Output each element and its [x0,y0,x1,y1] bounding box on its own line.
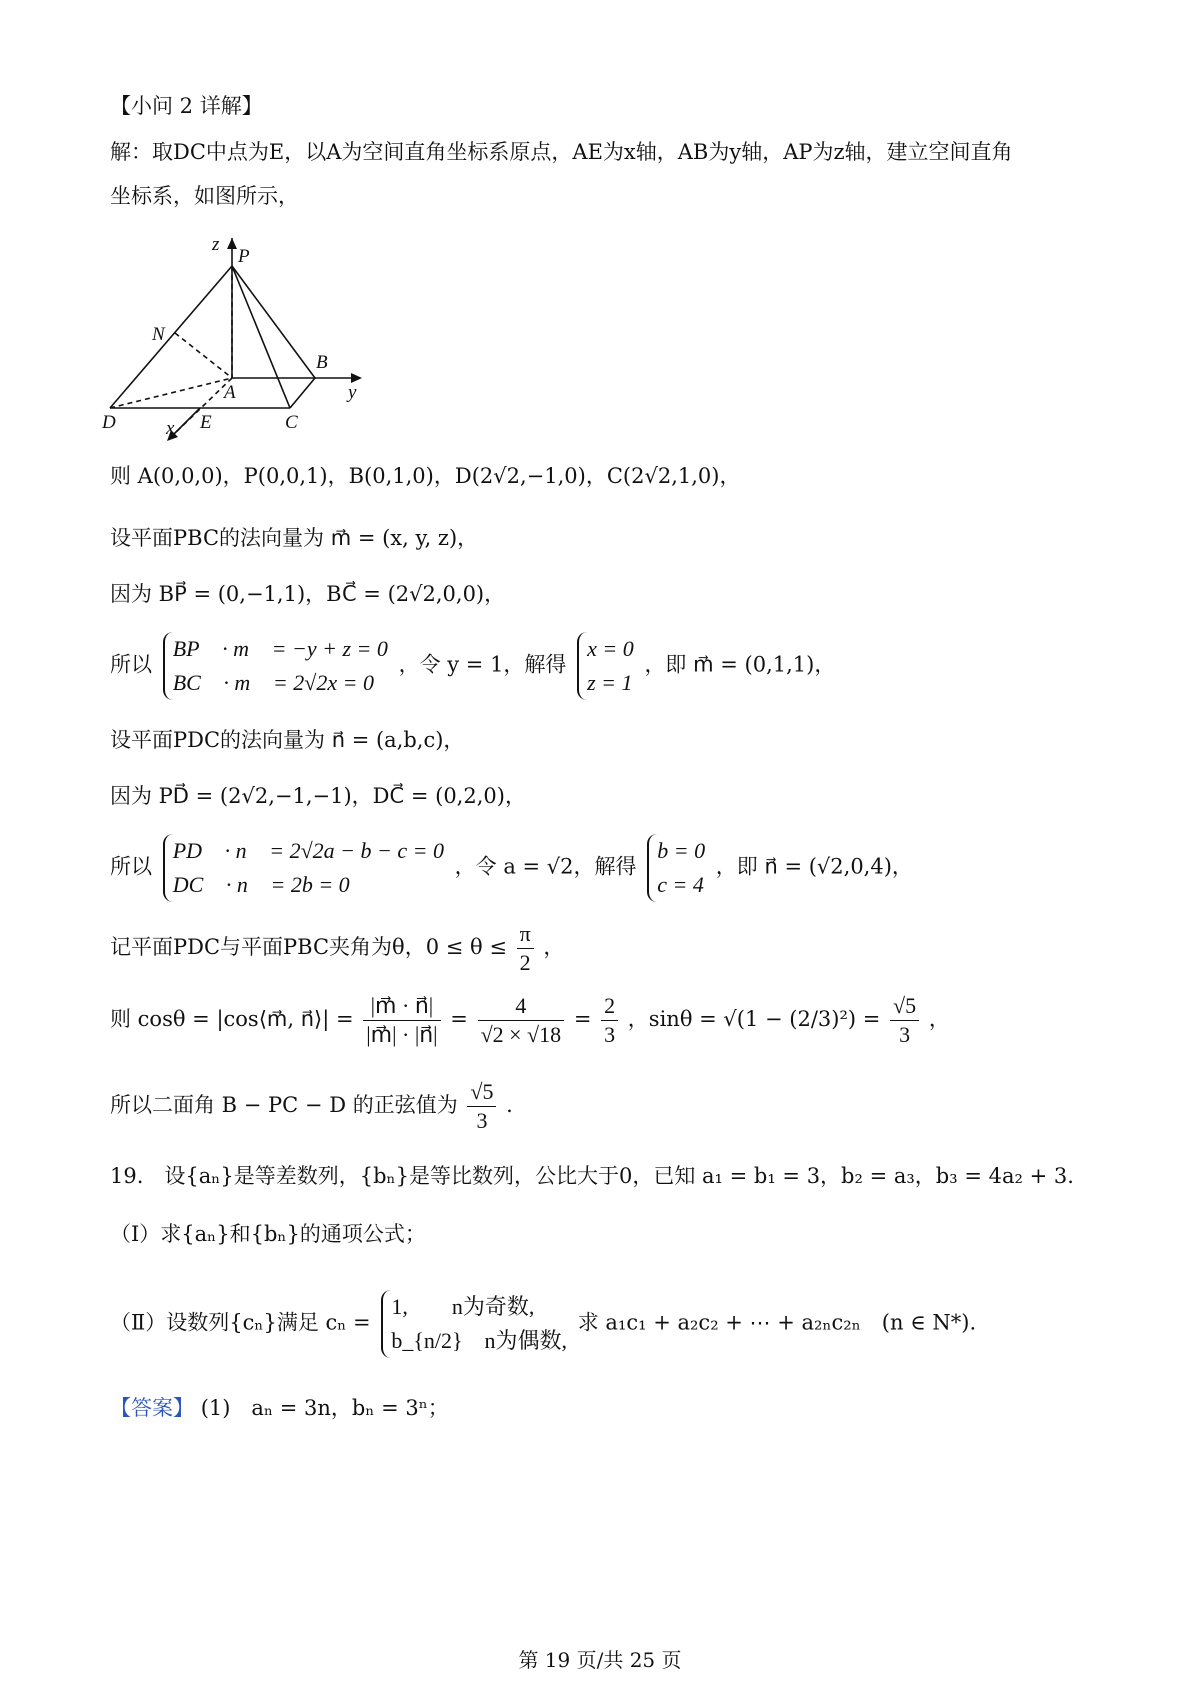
cos-frac-1: $\frac{|m⃗ \cdot n⃗|}{|m⃗| \cdot |n⃗|}$ [363,992,440,1049]
cos-frac-3: $\frac{2}{3}$ [601,992,618,1049]
sys2-solution [647,834,705,902]
label-z: z [212,238,220,255]
sin-frac: $\frac{√5}{3}$ [890,992,919,1049]
label-P: P [238,246,250,267]
cos-frac-2: $\frac{4}{√2 \times √18}$ [478,992,565,1049]
sys1-sol1: x = 0 [587,636,634,661]
sys1-result: ，即 m⃗ = (0,1,1)， [644,652,836,677]
label-C: C [285,412,298,433]
label-B: B [316,352,328,373]
z-arrow [227,238,237,249]
sys1-equations [163,632,388,700]
plane-pdc-line: 设平面PDC的法向量为 n⃗ = (a,b,c)， [110,728,465,752]
intro-line-1: 解：取DC中点为E，以A为空间直角坐标系原点，AE为x轴，AB为y轴，AP为z轴，建立空间直角 [110,140,1013,164]
label-x: x [166,418,175,439]
question-19: 19. 设{aₙ}是等差数列，{bₙ}是等比数列，公比大于0，已知 a₁ = b₁ = 3，b₂ = a₃，b₃ = 4a₂ + 3. [110,1164,1074,1188]
pyramid-figure [100,238,370,453]
sys1-eq1: BP⃗ · m⃗ = −y + z = 0 [172,636,388,661]
angle-text: 记平面PDC与平面PBC夹角为θ，0 ≤ θ ≤ [110,935,507,959]
edge-PB [232,266,315,378]
cos-lead: 则 cosθ = |cos⟨m⃗, n⃗⟩| = [110,1007,354,1031]
sys1-prefix: 所以 [110,652,152,677]
edge-DA [110,378,232,408]
system-2 [110,834,913,902]
coords-line: 则 A(0,0,0)，P(0,0,1)，B(0,1,0)，D(2√2,−1,0)，C(2√2,1,0)， [110,464,741,488]
page-footer: 第 19 页/共 25 页 [518,1648,682,1672]
sys2-sol1: b = 0 [657,838,706,863]
sys2-prefix: 所以 [110,854,152,879]
sin-lead: ，sinθ = √(1 − (2/3)²) = [627,1007,881,1031]
frac-pi-over-2: $\frac{\pi}{2}$ [517,920,534,977]
cn-piecewise: 1, n为奇数, b_{n/2} n为偶数, [381,1290,567,1358]
label-N: N [152,324,165,345]
vectors-1-line: 因为 BP⃗ = (0,−1,1)，BC⃗ = (2√2,0,0)， [110,582,506,606]
conclusion-line: 所以二面角 B − PC − D 的正弦值为 $\frac{√5}{3}$ . [110,1079,513,1133]
section-header: 【小问 2 详解】 [110,94,263,118]
label-A: A [224,382,236,403]
answer-text: (1) aₙ = 3n，bₙ = 3ⁿ； [200,1396,449,1420]
answer-line [110,1394,449,1422]
plane-pbc-line: 设平面PBC的法向量为 m⃗ = (x, y, z)， [110,526,479,550]
label-E: E [200,412,212,433]
sys2-eq1: PD⃗ · n⃗ = 2√2a − b − c = 0 [172,838,444,863]
sys1-eq2: BC⃗ · m⃗ = 2√2x = 0 [172,670,374,695]
answer-label: 【答案】 [110,1396,194,1420]
vectors-2-line: 因为 PD⃗ = (2√2,−1,−1)，DC⃗ = (0,2,0)， [110,784,526,808]
edge-NA [175,333,232,378]
sys1-mid: ，令 y = 1，解得 [398,652,567,677]
intro-line-2: 坐标系，如图所示， [110,184,299,208]
edge-PD [110,266,232,408]
angle-line: 记平面PDC与平面PBC夹角为θ，0 ≤ θ ≤ $\frac{\pi}{2}$ ， [110,921,565,975]
sys1-sol2: z = 1 [587,670,633,695]
sys2-mid: ，令 a = √2，解得 [454,854,637,879]
sys2-eq2: DC⃗ · n⃗ = 2b = 0 [172,872,350,897]
cos-line: 则 cosθ = |cos⟨m⃗, n⃗⟩| = $\frac{|m⃗ \cdot n⃗|}{|m⃗| \cdot |n⃗|}$ = $\frac{4}{√2 \times √18}$ = $\frac{2}{3}$ ，sinθ = √(1 − (2/3)²) = $\frac{√5}{3}$ ， [110,993,950,1047]
sys1-solution [577,632,634,700]
sys2-equations [163,834,444,902]
label-y: y [348,382,357,403]
question-19-part-1: （Ⅰ）求{aₙ}和{bₙ}的通项公式； [110,1222,426,1246]
system-1 [110,632,835,700]
sys2-sol2: c = 4 [657,872,704,897]
sys2-result: ，即 n⃗ = (√2,0,4)， [715,854,913,879]
question-19-part-2: （Ⅱ）设数列{cₙ}满足 cₙ = 1, n为奇数, b_{n/2} n为偶数, 求 a₁c₁ + a₂c₂ + ⋯ + a₂ₙc₂ₙ (n ∈ N*). [110,1290,976,1358]
conclusion-frac: $\frac{√5}{3}$ [467,1078,496,1135]
edge-PC [232,266,290,408]
label-D: D [102,412,116,433]
edge-CB [290,378,315,408]
